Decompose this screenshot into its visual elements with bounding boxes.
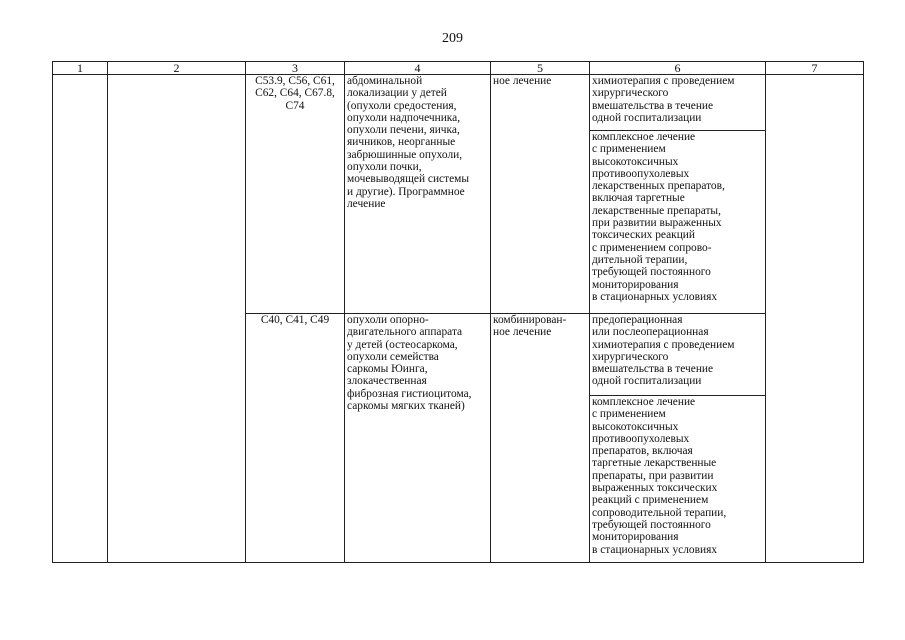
disease-description-cell: опухоли опорно- двигательного аппарата у детей (остеосаркома, опухоли семейства саркомы Юинга, злокачественная фиброзная гистиоцитома, саркомы мягких тканей) — [345, 314, 491, 563]
treatment-method-cell: химиотерапия с проведением хирургического вмешательства в течение одной госпитализации — [590, 75, 766, 131]
header-col-6: 6 — [590, 62, 766, 75]
table-row — [53, 75, 864, 131]
treatment-table — [52, 61, 864, 563]
icd-codes-cell: C40, C41, C49 — [246, 314, 345, 563]
treatment-method-cell: комплексное лечение с применением высокотоксичных противоопухолевых препаратов, включая таргетные лекарственные препараты, при развитии выраженных токсических реакций с применением сопроводительной терапии, требующей постоянного мониторирования в стационарных условиях — [590, 396, 766, 563]
header-col-5: 5 — [491, 62, 590, 75]
header-col-4: 4 — [345, 62, 491, 75]
treatment-type-cell: комбинирован- ное лечение — [491, 314, 590, 563]
col-7-cell — [766, 75, 864, 563]
col-1-cell — [53, 75, 108, 563]
page-number: 209 — [442, 31, 463, 46]
disease-description-cell: абдоминальной локализации у детей (опухоли средостения, опухоли надпочечника, опухоли печени, яичка, яичников, неорганные забрюшинные опухоли, опухоли почки, мочевыводящей системы и другие). Программное лечение — [345, 75, 491, 314]
icd-codes-cell: C53.9, C56, C61, C62, C64, C67.8, C74 — [246, 75, 345, 314]
col-2-cell — [108, 75, 246, 563]
header-col-2: 2 — [108, 62, 246, 75]
header-col-7: 7 — [766, 62, 864, 75]
treatment-method-cell: предоперационная или послеоперационная химиотерапия с проведением хирургического вмешательства в течение одной госпитализации — [590, 314, 766, 396]
header-row — [53, 62, 864, 75]
treatment-type-cell: ное лечение — [491, 75, 590, 314]
header-col-3: 3 — [246, 62, 345, 75]
treatment-method-cell: комплексное лечение с применением высокотоксичных противоопухолевых лекарственных препаратов, включая таргетные лекарственные препараты, при развитии выраженных токсических реакций с применением сопрово- дительной терапии, требующей постоянного мониторирования в стационарных условиях — [590, 131, 766, 314]
header-col-1: 1 — [53, 62, 108, 75]
